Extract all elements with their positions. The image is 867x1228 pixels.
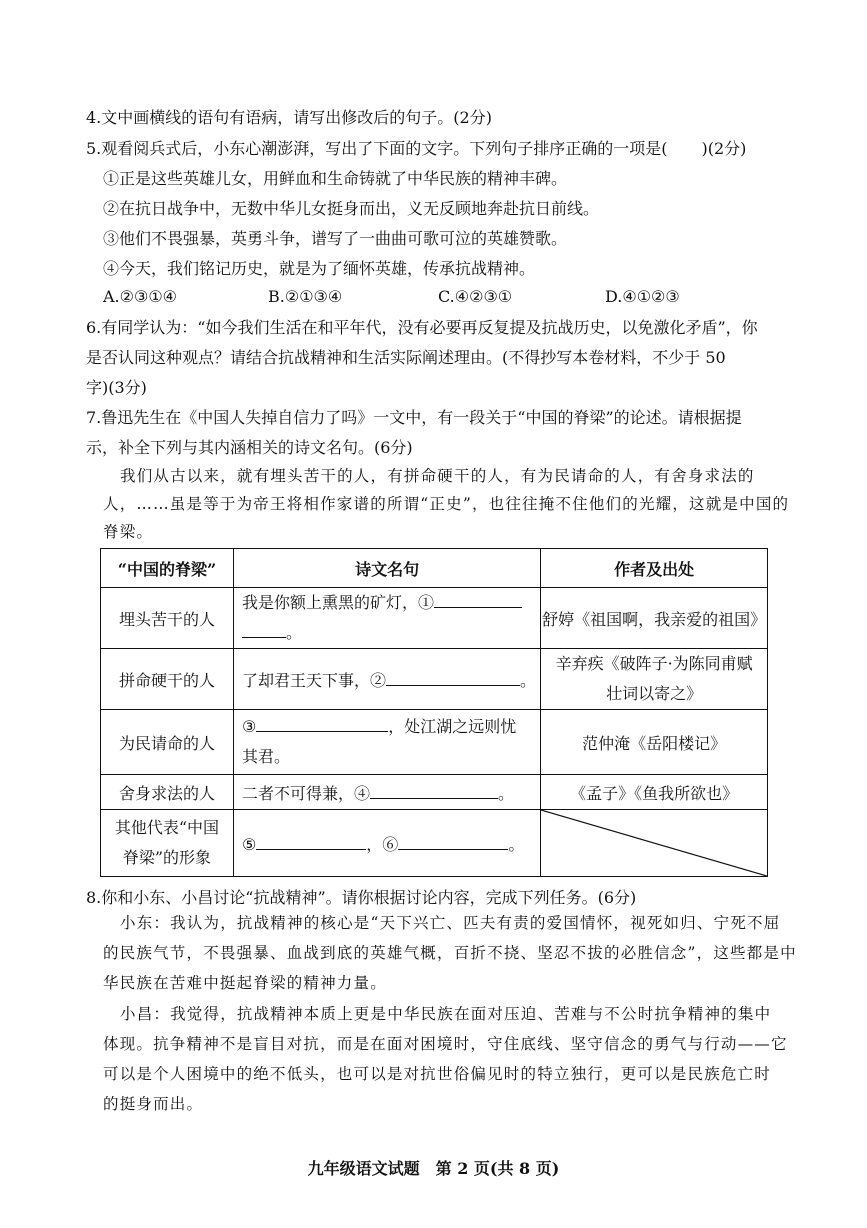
header-source: 作者及出处 [541,549,768,588]
dialog-xiaochang-4: 的挺身而出。 [103,1095,204,1113]
verse-end: 。 [285,623,302,642]
option-b: B.②①③④ [268,287,343,306]
question-8: 8.你和小东、小昌讨论“抗战精神”。请你根据讨论内容，完成下列任务。(6分) [86,888,637,907]
dialog-xiaodong-3: 华民族在苦难中挺起脊梁的精神力量。 [103,974,387,992]
option-d: D.④①②③ [605,287,680,306]
verse-text-cont: 其君。 [241,747,290,766]
dialog-xiaochang-2: 体现。抗争精神不是盲目对抗，而是在面对困境时，守住底线、坚守信念的勇气与行动——它 [103,1035,788,1053]
question-6-line2: 是否认同这种观点？请结合抗战精神和生活实际阐述理由。(不得抄写本卷材料，不少于 50 [86,348,726,367]
answer-blank-6[interactable] [398,833,508,850]
fill-in-table [100,548,768,877]
header-verse: 诗文名句 [233,549,540,588]
quote-line3: 脊梁。 [103,523,154,541]
question-4: 4.文中画横线的语句有语病，请写出修改后的句子。(2分) [86,108,492,127]
sentence-1: ①正是这些英雄儿女，用鲜血和生命铸就了中华民族的精神丰碑。 [103,169,568,188]
row-verse [233,649,540,710]
answer-blank-3[interactable] [256,715,388,732]
row-source: 舒婷《祖国啊，我亲爱的祖国》 [541,588,768,649]
table-row [101,810,768,877]
row-verse [233,775,540,810]
verse-marker: ⑤ [241,834,257,854]
verse-text: 我是你额上熏黑的矿灯，① [241,593,434,612]
verse-end: 。 [497,783,514,803]
row-type: 舍身求法的人 [101,775,234,810]
question-5-score: )(2分) [701,139,747,158]
row-verse [233,588,540,649]
row-source: 范仲淹《岳阳楼记》 [541,710,768,775]
diagonal-cell [541,810,768,877]
option-c: C.④②③① [438,287,513,306]
answer-blank-5[interactable] [256,833,366,850]
question-5-text: 5.观看阅兵式后，小东心潮澎湃，写出了下面的文字。下列句子排序正确的一项是( [86,139,668,158]
answer-blank-4[interactable] [370,782,498,799]
table-row [101,710,768,775]
quote-line1: 我们从古以来，就有埋头苦干的人，有拼命硬干的人，有为民请命的人，有舍身求法的 [120,467,755,485]
option-a: A.②③①④ [103,287,178,306]
dialog-xiaochang-1: 小昌：我觉得，抗战精神本质上更是中华民族在面对压迫、苦难与不公时抗争精神的集中 [120,1005,772,1023]
verse-marker: ，⑥ [366,834,399,854]
dialog-xiaodong-2: 的民族气节，不畏强暴、血战到底的英雄气概，百折不挠、坚忍不拔的必胜信念”，这些都是中 [103,944,797,962]
header-type: “中国的脊梁” [101,549,234,588]
table-header-row [101,549,768,588]
answer-blank-2[interactable] [386,669,520,686]
row-source [541,649,768,710]
dialog-xiaochang-3: 可以是个人困境中的绝不低头，也可以是对抗世俗偏见时的特立独行，更可以是民族危亡时 [103,1065,772,1083]
question-6-line1: 6.有同学认为：“如今我们生活在和平年代，没有必要再反复提及抗战历史，以免激化矛盾”，你 [86,318,758,337]
sentence-2: ②在抗日战争中，无数中华儿女挺身而出，义无反顾地奔赴抗日前线。 [103,199,600,218]
answer-blank-1-cont[interactable] [242,621,286,638]
row-type: 拼命硬干的人 [101,649,234,710]
type-line2: 脊梁”的形象 [122,848,212,867]
verse-text: ，处江湖之远则忧 [388,717,517,736]
table-row [101,775,768,810]
table-row [101,588,768,649]
verse-text: 了却君王天下事，② [241,670,386,690]
row-type: 为民请命的人 [101,710,234,775]
answer-blank-1[interactable] [434,591,522,608]
row-type: 埋头苦干的人 [101,588,234,649]
question-7-line1: 7.鲁迅先生在《中国人失掉自信力了吗》一文中，有一段关于“中国的脊梁”的论述。请根据提 [86,408,742,427]
quote-line2: 人，……虽是等于为帝王将相作家谱的所谓“正史”，也往往掩不住他们的光耀，这就是中国的 [103,495,790,513]
sentence-3: ③他们不畏强暴，英勇斗争，谱写了一曲曲可歌可泣的英雄赞歌。 [103,229,568,248]
question-5-stem [86,139,746,159]
row-verse [233,710,540,775]
question-7-line2: 示，补全下列与其内涵相关的诗文名句。(6分) [86,438,413,457]
sentence-4: ④今天，我们铭记历史，就是为了缅怀英雄，传承抗战精神。 [103,259,536,278]
type-line1: 其他代表“中国 [114,818,220,837]
row-type [101,810,234,877]
question-6-line3: 字)(3分) [86,378,147,397]
table-row [101,649,768,710]
dialog-xiaodong-1: 小东：我认为，抗战精神的核心是“天下兴亡、匹夫有责的爱国情怀，视死如归、宁死不屈 [120,914,781,932]
verse-marker: ③ [241,717,257,736]
verse-text: 二者不可得兼，④ [241,783,370,803]
source-line2: 壮词以寄之》 [606,684,703,703]
verse-end: 。 [519,670,536,690]
row-source: 《孟子》《鱼我所欲也》 [541,775,768,810]
diagonal-line [541,810,767,876]
source-line1: 辛弃疾《破阵子·为陈同甫赋 [555,654,753,673]
row-verse [233,810,540,877]
verse-end: 。 [508,834,525,854]
page-footer: 九年级语文试题 第 2 页(共 8 页) [307,1159,560,1178]
